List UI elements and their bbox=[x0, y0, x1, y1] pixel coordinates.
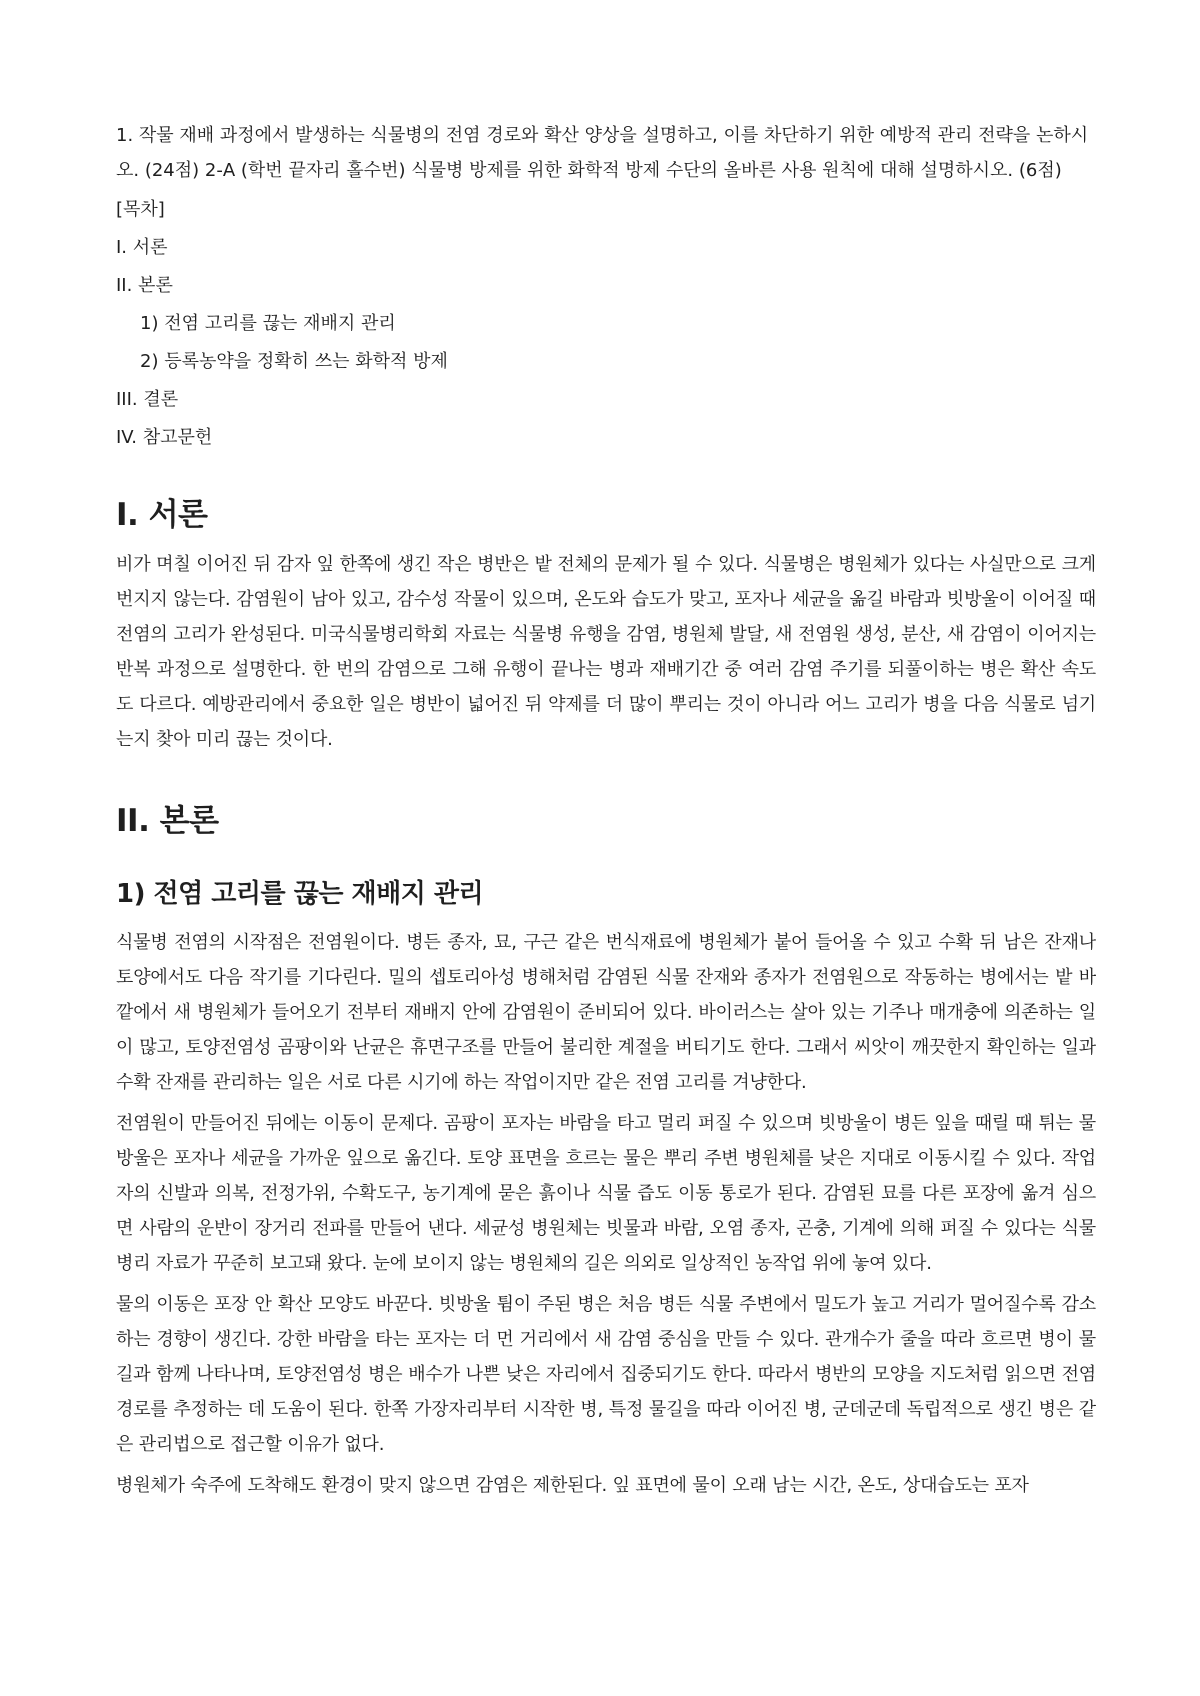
question-text: 1. 작물 재배 과정에서 발생하는 식물병의 전염 경로와 확산 양상을 설명하고, 이를 차단하기 위한 예방적 관리 전략을 논하시오. (24점) 2-A (학번 끝자리 홀수번) 식물병 방제를 위한 화학적 방제 수단의 올바른 사용 원칙에 대해 설명하시오. (6점) bbox=[116, 125, 1089, 181]
paragraph: 비가 며칠 이어진 뒤 감자 잎 한쪽에 생긴 작은 병반은 밭 전체의 문제가 될 수 있다. 식물병은 병원체가 있다는 사실만으로 크게 번지지 않는다. 감염원이 남아 있고, 감수성 작물이 있으며, 온도와 습도가 맞고, 포자나 세균을 옮길 바람과 빗방울이 이어질 때 전염의 고리가 완성된다. 미국식물병리학회 자료는 식물병 유행을 감염, 병원체 발달, 새 전염원 생성, 분산, 새 감염이 이어지는 반복 과정으로 설명한다. 한 번의 감염으로 그해 유행이 끝나는 병과 재배기간 중 여러 감염 주기를 되풀이하는 병은 확산 속도도 다르다. 예방관리에서 중요한 일은 병반이 넓어진 뒤 약제를 더 많이 뿌리는 것이 아니라 어느 고리가 병을 다음 식물로 넘기는지 찾아 미리 끊는 것이다. bbox=[116, 554, 1096, 750]
table-of-contents bbox=[116, 196, 1096, 451]
toc-title: [목차] bbox=[116, 199, 165, 220]
toc-item-conclusion: III. 결론 bbox=[116, 389, 179, 410]
section-heading-introduction: I. 서론 bbox=[116, 497, 208, 533]
toc-item-main-body: II. 본론 bbox=[116, 275, 173, 296]
paragraph: 물의 이동은 포장 안 확산 모양도 바꾼다. 빗방울 튐이 주된 병은 처음 병든 식물 주변에서 밀도가 높고 거리가 멀어질수록 감소하는 경향이 생긴다. 강한 바람을 타는 포자는 더 먼 거리에서 새 감염 중심을 만들 수 있다. 관개수가 줄을 따라 흐르면 병이 물길과 함께 나타나며, 토양전염성 병은 배수가 나쁜 낮은 자리에서 집중되기도 한다. 따라서 병반의 모양을 지도처럼 읽으면 전염 경로를 추정하는 데 도움이 된다. 한쪽 가장자리부터 시작한 병, 특정 물길을 따라 이어진 병, 군데군데 독립적으로 생긴 병은 같은 관리법으로 접근할 이유가 없다. bbox=[116, 1294, 1096, 1455]
paragraph: 식물병 전염의 시작점은 전염원이다. 병든 종자, 묘, 구근 같은 번식재료에 병원체가 붙어 들어올 수 있고 수확 뒤 남은 잔재나 토양에서도 다음 작기를 기다린다. 밀의 셉토리아성 병해처럼 감염된 식물 잔재와 종자가 전염원으로 작동하는 병에서는 밭 바깥에서 새 병원체가 들어오기 전부터 재배지 안에 감염원이 준비되어 있다. 바이러스는 살아 있는 기주나 매개충에 의존하는 일이 많고, 토양전염성 곰팡이와 난균은 휴면구조를 만들어 불리한 계절을 버티기도 한다. 그래서 씨앗이 깨끗한지 확인하는 일과 수확 잔재를 관리하는 일은 서로 다른 시기에 하는 작업이지만 같은 전염 고리를 겨냥한다. bbox=[116, 932, 1096, 1093]
toc-item-sub-2: 2) 등록농약을 정확히 쓰는 화학적 방제 bbox=[140, 351, 448, 372]
subsection-heading-1: 1) 전염 고리를 끊는 재배지 관리 bbox=[116, 879, 484, 909]
section-heading-main-body: II. 본론 bbox=[116, 803, 219, 839]
paragraph: 전염원이 만들어진 뒤에는 이동이 문제다. 곰팡이 포자는 바람을 타고 멀리 퍼질 수 있으며 빗방울이 병든 잎을 때릴 때 튀는 물방울은 포자나 세균을 가까운 잎으로 옮긴다. 토양 표면을 흐르는 물은 뿌리 주변 병원체를 낮은 지대로 이동시킬 수 있다. 작업자의 신발과 의복, 전정가위, 수확도구, 농기계에 묻은 흙이나 식물 즙도 이동 통로가 된다. 감염된 묘를 다른 포장에 옮겨 심으면 사람의 운반이 장거리 전파를 만들어 낸다. 세균성 병원체는 빗물과 바람, 오염 종자, 곤충, 기계에 의해 퍼질 수 있다는 식물병리 자료가 꾸준히 보고돼 왔다. 눈에 보이지 않는 병원체의 길은 의외로 일상적인 농작업 위에 놓여 있다. bbox=[116, 1113, 1096, 1274]
toc-item-introduction: I. 서론 bbox=[116, 237, 168, 258]
paragraph: 병원체가 숙주에 도착해도 환경이 맞지 않으면 감염은 제한된다. 잎 표면에 물이 오래 남는 시간, 온도, 상대습도는 포자 bbox=[116, 1475, 1029, 1496]
toc-item-sub-1: 1) 전염 고리를 끊는 재배지 관리 bbox=[140, 313, 396, 334]
toc-item-references: IV. 참고문헌 bbox=[116, 427, 213, 448]
